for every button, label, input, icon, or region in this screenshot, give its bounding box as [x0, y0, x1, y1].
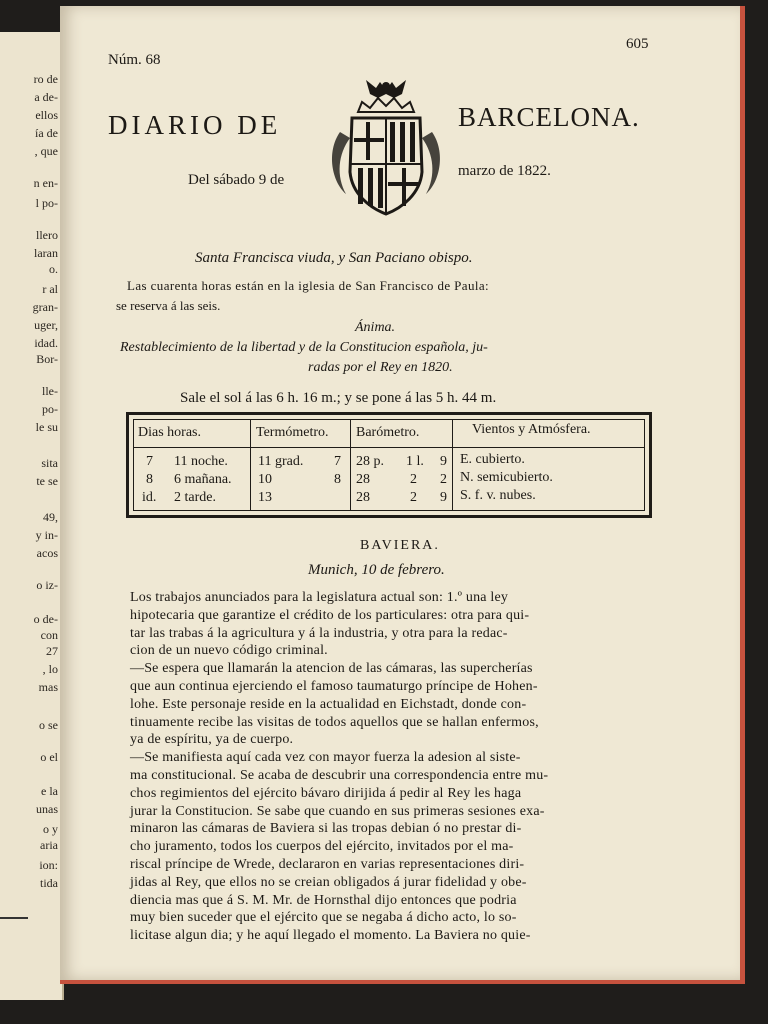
left-page-fragment: e la: [41, 784, 58, 798]
left-page-fragment: sita: [41, 456, 58, 470]
left-page-fragment: te se: [36, 474, 58, 488]
article-line: diencia mas que á S. M. Mr. de Hornsthal dijo entonces que podria: [130, 892, 517, 908]
left-page-fragment: r al: [42, 282, 58, 296]
row-barometer-points: 9: [440, 454, 447, 469]
article-line: hipotecaria que garantize el crédito de los particulares: otra para qui-: [130, 607, 530, 623]
restoration-notice: Restablecimiento de la libertad y de la Constitucion española, ju-: [120, 340, 488, 355]
article-dateline: Munich, 10 de febrero.: [308, 562, 445, 578]
row-hour: 6 mañana.: [174, 472, 232, 487]
left-page-fragment: gran-: [32, 300, 58, 314]
article-line: Los trabajos anunciados para la legislatura actual son: 1.º una ley: [130, 590, 509, 605]
row-barometer-points: 9: [440, 490, 447, 505]
header-thermometer: Termómetro.: [256, 425, 329, 440]
newspaper-page: [60, 6, 745, 984]
article-line: jidas al Rey, que ellos no se creian obligados á jurar fidelidad y obe-: [130, 874, 527, 890]
article-line: lohe. Este personaje reside en la actualidad en Eichstadt, donde con-: [130, 696, 527, 712]
article-line: riscal príncipe de Wrede, declararon en varias representaciones diri-: [130, 857, 525, 872]
left-page-fragment: tida: [40, 876, 58, 890]
issue-number: Núm. 68: [108, 52, 161, 68]
row-thermometer: 11 grad.: [258, 454, 304, 469]
left-page-rule: [0, 917, 28, 919]
left-page-fragment: ellos: [35, 108, 58, 122]
row-barometer-inches: 28: [356, 490, 370, 505]
row-day: 7: [146, 454, 153, 469]
row-barometer-points: 2: [440, 472, 447, 487]
left-page-fragment: a de-: [34, 90, 58, 104]
left-page-fragment: laran: [34, 246, 58, 260]
header-days-hours: Dias horas.: [138, 425, 201, 440]
row-wind: E. cubierto.: [460, 452, 525, 467]
date-weekday: Del sábado 9 de: [188, 172, 285, 188]
row-hour: 2 tarde.: [174, 490, 216, 505]
left-page-fragment: o el: [40, 750, 58, 764]
left-page-fragment: mas: [38, 680, 58, 694]
article-line: cho juramento, todos los cuerpos del ejército, invitados por el ma-: [130, 839, 514, 855]
header-winds: Vientos y Atmósfera.: [472, 422, 591, 437]
left-page-fragment: 49,: [43, 510, 58, 524]
row-thermometer: 13: [258, 490, 272, 505]
row-barometer-inches: 28: [356, 472, 370, 487]
left-page-fragment: o y: [43, 822, 58, 836]
left-page-fragment: o.: [49, 262, 58, 276]
left-page-fragment: n en-: [33, 176, 58, 190]
left-page-fragment: o de-: [33, 612, 58, 626]
date-month-year: marzo de 1822.: [458, 163, 551, 179]
left-page-fragment: Bor-: [36, 352, 58, 366]
row-hour: 11 noche.: [174, 454, 228, 469]
article-line: licitase algun dia; y he aquí llegado el momento. La Baviera no quie-: [130, 928, 531, 944]
page-number: 605: [626, 36, 649, 52]
article-line: —Se espera que llamarán la atencion de las cámaras, las supercherías: [130, 661, 533, 677]
left-page-fragment: o se: [39, 718, 58, 732]
restoration-notice-cont: radas por el Rey en 1820.: [308, 360, 453, 375]
left-page-fragment: y in-: [35, 528, 58, 542]
animas-notice: Ánima.: [355, 320, 396, 335]
weather-table-divider: [250, 420, 251, 510]
row-day: 8: [146, 472, 153, 487]
left-page-fragment: ion:: [39, 858, 58, 872]
article-line: que aun continua ejerciendo el famoso taumaturgo príncipe de Hohen-: [130, 679, 538, 694]
left-page-fragment: ía de: [35, 126, 58, 140]
article-line: cion de un nuevo código criminal.: [130, 643, 328, 659]
row-thermometer-frac: 8: [334, 472, 341, 487]
left-page-fragment: acos: [36, 546, 58, 560]
forty-hours-notice: Las cuarenta horas están en la iglesia de San Francisco de Paula:: [127, 278, 490, 293]
row-barometer-inches: 28 p.: [356, 454, 384, 469]
left-page-fragment: con: [40, 628, 58, 642]
header-barometer: Barómetro.: [356, 425, 420, 440]
row-barometer-lines: 1 l.: [406, 454, 424, 469]
row-wind: S. f. v. nubes.: [460, 488, 536, 503]
row-wind: N. semicubierto.: [460, 470, 553, 485]
sunrise-sunset: Sale el sol á las 6 h. 16 m.; y se pone á las 5 h. 44 m.: [180, 390, 497, 406]
row-barometer-lines: 2: [410, 490, 417, 505]
article-line: —Se manifiesta aquí cada vez con mayor fuerza la adesion al siste-: [130, 750, 521, 766]
weather-table: [126, 412, 652, 518]
forty-hours-notice-cont: se reserva á las seis.: [116, 298, 221, 313]
article-line: minaron las cámaras de Baviera si las tropas debian ó no prestar di-: [130, 821, 522, 837]
left-facing-page: [0, 32, 64, 1000]
left-page-fragment: llero: [36, 228, 58, 242]
article-line: chos regimientos del ejército bávaro dirijida á pedir al Rey les haga: [130, 785, 522, 801]
left-page-fragment: , lo: [42, 662, 58, 676]
left-page-fragment: 27: [46, 644, 58, 658]
section-heading: BAVIERA.: [360, 538, 440, 553]
left-page-fragment: o iz-: [36, 578, 58, 592]
masthead-title-left: DIARIO DE: [108, 110, 282, 140]
article-line: jurar la Constitucion. Se sabe que cuando en sus primeras sesiones exa-: [130, 803, 545, 819]
article-line: muy bien suceder que el ejército que se negaba á dicho acto, lo so-: [130, 910, 517, 926]
article-line: tar las trabas á la agricultura y á la industria, y otra para la redac-: [130, 625, 508, 641]
weather-table-inner: [133, 419, 645, 511]
row-barometer-lines: 2: [410, 472, 417, 487]
row-thermometer-frac: 7: [334, 454, 341, 469]
left-page-fragment: unas: [36, 802, 58, 816]
left-page-fragment: aria: [40, 838, 58, 852]
row-thermometer: 10: [258, 472, 272, 487]
left-page-fragment: l po-: [35, 196, 58, 210]
left-page-fragment: uger,: [34, 318, 58, 332]
left-page-fragment: ro de: [33, 72, 58, 86]
row-day: id.: [142, 490, 157, 505]
left-page-fragment: po-: [42, 402, 58, 416]
saints-of-day: Santa Francisca viuda, y San Paciano obispo.: [195, 250, 473, 266]
article-line: ma constitucional. Se acaba de descubrir una correspondencia entre mu-: [130, 768, 549, 783]
left-page-fragment: le su: [35, 420, 58, 434]
left-page-fragment: , que: [34, 144, 58, 158]
article-line: ya de espíritu, ya de cuerpo.: [130, 732, 294, 748]
article-line: tinuamente recibe las visitas de todos aquellos que se hallan enfermos,: [130, 714, 539, 730]
weather-table-divider: [350, 420, 351, 510]
left-page-fragment: idad.: [34, 336, 58, 350]
weather-table-divider: [452, 420, 453, 510]
masthead-title-right: BARCELONA.: [458, 102, 640, 132]
left-page-fragment: lle-: [42, 384, 58, 398]
weather-table-header-rule: [134, 447, 644, 448]
barcelona-coat-of-arms-icon: [322, 72, 450, 222]
